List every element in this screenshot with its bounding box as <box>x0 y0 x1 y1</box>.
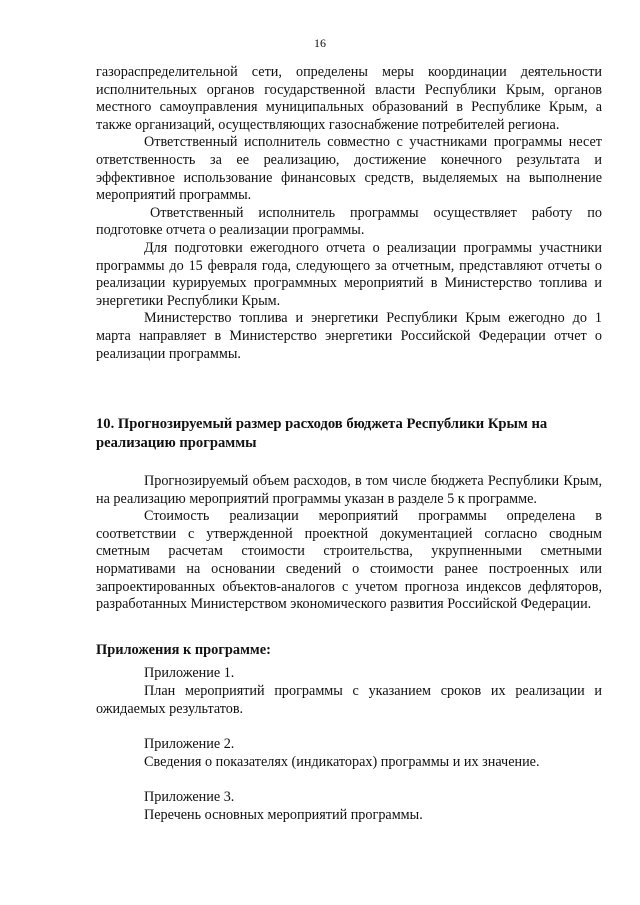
appendix-3-title: Приложение 3. <box>144 789 235 806</box>
section-10-heading-line1: 10. Прогнозируемый размер расходов бюджета Республики Крым на <box>96 416 548 433</box>
appendices-title: Приложения к программе: <box>96 641 271 658</box>
paragraph-report-preparation: Ответственный исполнитель программы осуществляет работу по подготовке отчета о реализации программы. <box>96 204 602 239</box>
section-10-heading-line2: реализацию программы <box>96 435 257 452</box>
paragraph-cost-definition: Стоимость реализации мероприятий программы определена в соответствии с утвержденной проектной документацией согласно сводным сметным расчетам стоимости строительства, укрупненными сметными нормативами на основании сведений о стоимости ранее построенных или запроектированных объектов-аналогов с учетом прогноза индексов дефляторов, разработанных Министерством экономического развития Российской Федерации. <box>96 508 602 613</box>
page-number: 16 <box>314 36 326 50</box>
appendix-3-text: Перечень основных мероприятий программы. <box>144 807 423 823</box>
paragraph-annual-report: Для подготовки ежегодного отчета о реализации программы участники программы до 15 февраля года, следующего за отчетным, представляют отчеты о реализации курируемых программных мероприятий в Министерство топлива и энергетики Республики Крым. <box>96 239 602 309</box>
appendix-2-text: Сведения о показателях (индикаторах) программы и их значение. <box>144 753 540 770</box>
page-content <box>96 64 602 825</box>
paragraph-ministry-report: Министерство топлива и энергетики Республики Крым ежегодно до 1 марта направляет в Министерство энергетики Российской Федерации отчет о реализации программы. <box>96 310 602 362</box>
paragraph-gas-network: газораспределительной сети, определены меры координации деятельности исполнительных органов государственной власти Республики Крым, органов местного самоуправления муниципальных образований в Республике Крым, а также организаций, осуществляющих газоснабжение потребителей региона. <box>96 64 602 133</box>
appendix-1-text: План мероприятий программы с указанием сроков их реализации и ожидаемых результатов. <box>96 683 602 717</box>
paragraph-forecast-expenses: Прогнозируемый объем расходов, в том числе бюджета Республики Крым, на реализацию мероприятий программы указан в разделе 5 к программе. <box>96 473 602 507</box>
paragraph-responsibility: Ответственный исполнитель совместно с участниками программы несет ответственность за ее реализацию, достижение конечного результата и эффективное использование финансовых средств, выделяемых на выполнение мероприятий программы. <box>96 134 602 204</box>
appendix-2-title: Приложение 2. <box>144 736 235 753</box>
appendix-1-title: Приложение 1. <box>144 665 235 682</box>
